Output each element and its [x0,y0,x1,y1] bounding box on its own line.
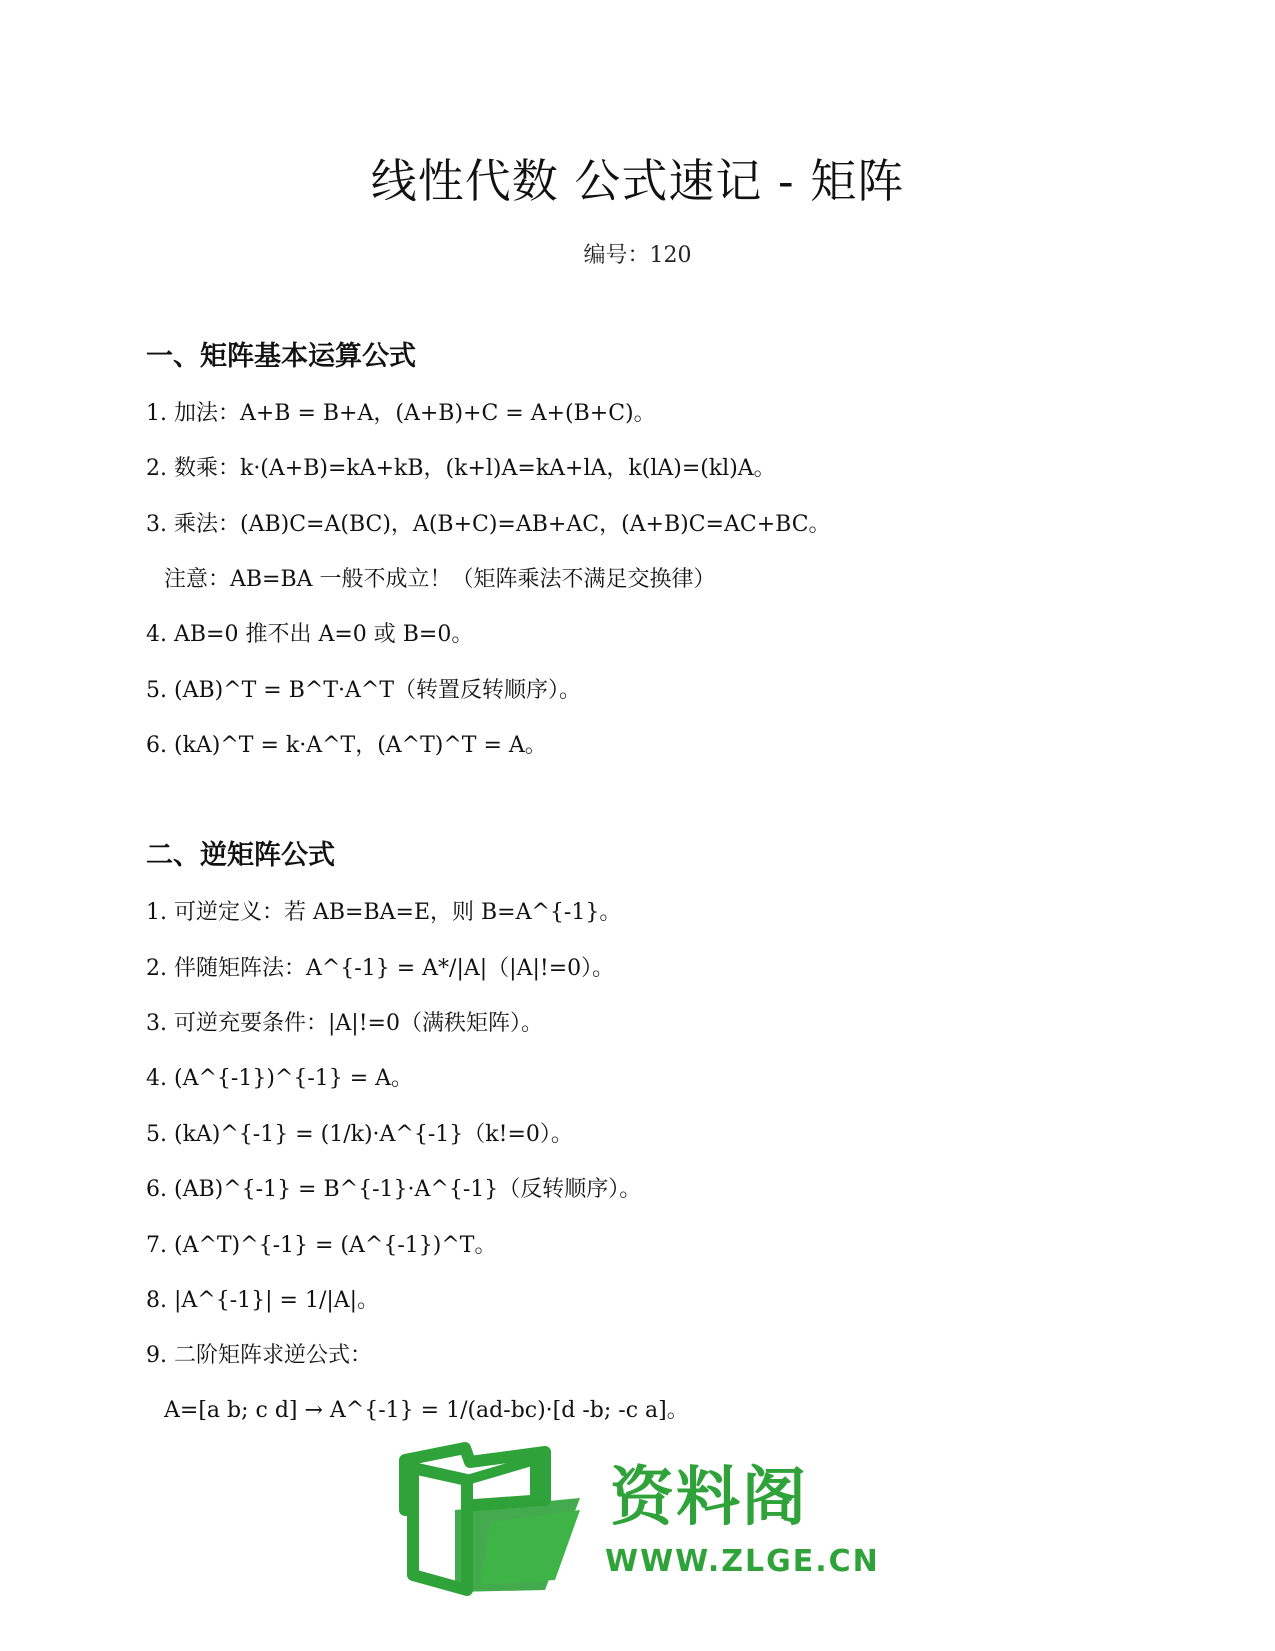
formula-line: 7. (A^T)^{-1} = (A^{-1})^T。 [146,1233,497,1258]
formula-line: 5. (kA)^{-1} = (1/k)·A^{-1}（k!=0）。 [146,1122,573,1147]
formula-line: A=[a b; c d] → A^{-1} = 1/(ad-bc)·[d -b; -c a]。 [164,1398,689,1423]
formula-line: 9. 二阶矩阵求逆公式： [146,1343,372,1368]
formula-line: 4. AB=0 推不出 A=0 或 B=0。 [146,622,474,647]
note-line: 注意：AB=BA 一般不成立！（矩阵乘法不满足交换律） [164,567,716,592]
formula-line: 4. (A^{-1})^{-1} = A。 [146,1066,414,1091]
formula-line: 2. 数乘：k·(A+B)=kA+kB，(k+l)A=kA+lA，k(lA)=(kl)A。 [146,456,776,481]
section-heading-basic-operations: 一、矩阵基本运算公式 [146,341,416,372]
formula-line: 6. (kA)^T = k·A^T，(A^T)^T = A。 [146,733,547,758]
book-folder-icon [395,1440,595,1605]
document-number: 编号：120 [583,243,692,268]
formula-line: 5. (AB)^T = B^T·A^T（转置反转顺序）。 [146,678,581,703]
formula-line: 1. 加法：A+B = B+A，(A+B)+C = A+(B+C)。 [146,401,656,426]
formula-line: 2. 伴随矩阵法：A^{-1} = A*/|A|（|A|!=0）。 [146,956,615,981]
section-heading-inverse-matrix: 二、逆矩阵公式 [146,840,335,871]
formula-line: 1. 可逆定义：若 AB=BA=E，则 B=A^{-1}。 [146,900,622,925]
document-title: 线性代数 公式速记 - 矩阵 [370,154,905,208]
formula-line: 3. 可逆充要条件：|A|!=0（满秩矩阵）。 [146,1011,543,1036]
formula-line: 3. 乘法：(AB)C=A(BC)，A(B+C)=AB+AC，(A+B)C=AC+BC。 [146,512,831,537]
watermark-logo [395,1440,880,1605]
formula-line: 6. (AB)^{-1} = B^{-1}·A^{-1}（反转顺序）。 [146,1177,642,1202]
formula-line: 8. |A^{-1}| = 1/|A|。 [146,1288,380,1313]
watermark-name: 资料阁 [610,1461,808,1535]
watermark-url: WWW.ZLGE.CN [605,1544,880,1579]
